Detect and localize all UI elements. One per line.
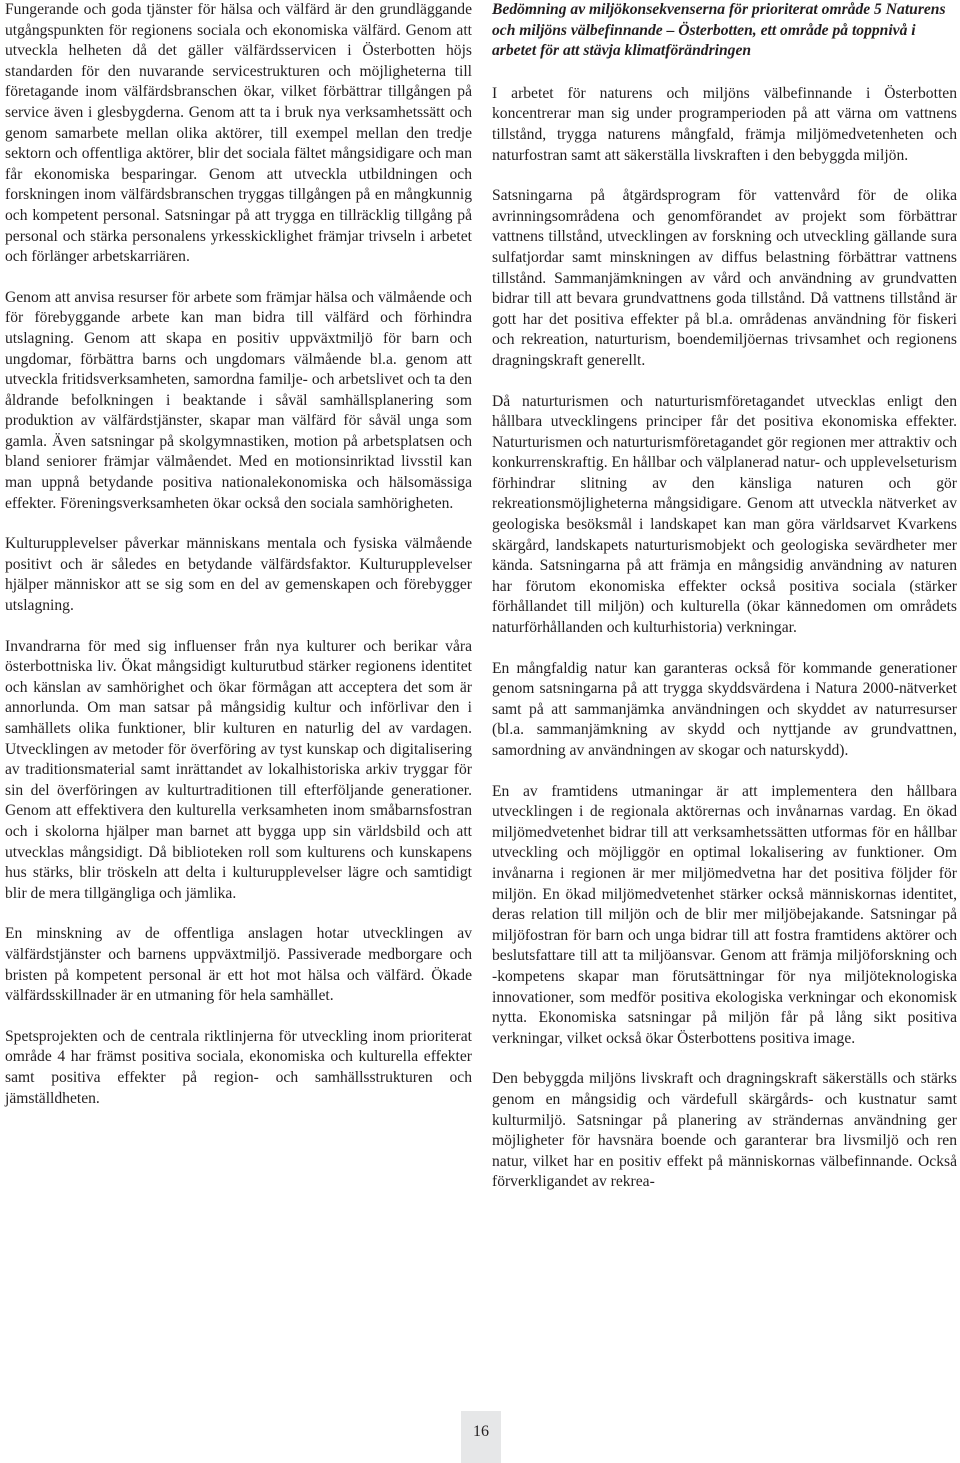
- body-paragraph: Fungerande och goda tjänster för hälsa och välfärd är den grundläggande utgångspunkten för regionens sociala och ekonomiska välfärd. Genom att utveckla helheten då det gäller välfärdsservicen i Österbotten höjs standarden för den nuvarande servicestrukturen och möjligheterna till företagande inom välfärdsbranschen ökar, vilket förbättrar tillgången på service även i glesbygderna. Genom att ta i bruk nya verksamhetssätt och genom samarbete mellan olika aktörer, till exempel mellan den tredje sektorn och offentliga aktörer, blir det sociala fältet mångsidigare och man får ekonomiska besparingar. Genom att utveckla utbildningen och forskningen inom välfärdsbranschen tryggas tillgången på en mångkunnig och kompetent personal. Satsningar på att trygga en tillräcklig tillgång på personal och stärka personalens yrkesskicklighet främjar trivseln i arbetet och förlänger arbetskarriären.: [5, 1, 472, 266]
- right-column: [492, 0, 957, 1213]
- body-paragraph: Då naturturismen och naturturismföretagandet utvecklas enligt den hållbara utvecklingens principer får det positiva ekonomiska effekter. Naturturismen och naturturismföretagandet gör regionen mer attraktiv och konkurrenskraftig. En hållbar och välplanerad natur- och upplevelseturism förhindrar slitning av den känsliga naturen och gör rekreationsmöjligheterna mångsidigare. Genom att utveckla nätverket av geologiska besöksmål i landskapet kan man göra världsarvet Kvarkens skärgård, landskapets naturturismobjekt och geologiska sevärdheter mer kända. Satsningarna på att främja en mångsidig användning av naturen har förutom ekonomiska effekter också positiva sociala (stärker förhållandet till miljön) och kulturella (ökar kännedomen om områdets naturförhållanden och kulturhistoria) verkningar.: [492, 392, 957, 637]
- body-paragraph: I arbetet för naturens och miljöns välbefinnande i Österbotten koncentrerar man sig under programperioden på att värna om vattnens tillstånd, trygga naturens mångfald, främja miljömedvetenheten och naturfostran samt att säkerställa livskraften i den bebyggda miljön.: [492, 84, 957, 164]
- body-paragraph: Spetsprojekten och de centrala riktlinjerna för utveckling inom prioriterat område 4 har främst positiva sociala, ekonomiska och kulturella effekter samt positiva effekter på region- och samhällsstrukturen och jämställdheten.: [5, 1027, 472, 1107]
- body-paragraph: En mångfaldig natur kan garanteras också för kommande generationer genom satsningarna på att trygga skyddsvärdena i Natura 2000-nätverket samt på att sammanjämka användningen och skyddet av naturresurser (bl.a. sammanjämkning av skydd och nyttjande av grundvattnen, samordning av användningen av skogar och naturskydd).: [492, 659, 957, 759]
- body-paragraph: Den bebyggda miljöns livskraft och dragningskraft säkerställs och stärks genom en mångsidig och värdefull skärgårds- och kustnatur samt kulturmiljö. Satsningar på planering av strändernas användning ger möjligheter för havsnära boende och garanterar bra livsmiljö och ren natur, vilket har en positiv effekt på människornas välbefinnande. Också förverkligandet av rekrea-: [492, 1070, 957, 1191]
- body-paragraph: Satsningarna på åtgärdsprogram för vattenvård för de olika avrinningsområdena och genomförandet av projekt som förbättrar vattnens tillstånd, utvecklingen av forskning och utveckling gällande sura sulfatjordar samt minskningen av diffus belastning förbättrar vattnens tillstånd. Sammanjämkningen av vård och användning av grundvatten bidrar till att bevara grundvattnens goda tillstånd. Då vattnens tillstånd är gott har det positiva effekter på bl.a. områdenas användning för fiskeri och rekreation, naturturism, boendemiljöernas trivsamhet och regionens dragningskraft generellt.: [492, 187, 957, 369]
- body-paragraph: Genom att anvisa resurser för arbete som främjar hälsa och välmående och för förebyggande arbete kan man bidra till välfärd och förhindra utslagning. Genom att skapa en positiv uppväxtmiljö för barn och ungdomar, förbättra barns och ungdomars välmående bl.a. genom att utveckla fritidsverksamheten, samordna familje- och arbetslivet och ta den åldrande befolkningen i beaktande i såväl samhällsplanering som produktion av välfärdstjänster, skapar man välfärd för såväl unga som gamla. Även satsningar på skolgymnastiken, motion på arbetsplatsen och bland seniorer främjar välmåendet. Med en motionsinriktad livsstil kan man uppnå betydande positiva nationalekonomiska och hälsomässiga effekter. Föreningsverksamheten ökar också den sociala samhörigheten.: [5, 288, 472, 512]
- body-paragraph: Kulturupplevelser påverkar människans mentala och fysiska välmående positivt och är således en betydande välfärdsfaktor. Kulturupplevelser hjälper människor att se sig som en del av gemenskapen och förebygger utslagning.: [5, 535, 472, 615]
- body-paragraph: Invandrarna för med sig influenser från nya kulturer och berikar våra österbottniska liv. Ökat mångsidigt kulturutbud stärker regionens identitet och känslan av samhörighet och ökar förmågan att acceptera det som är annorlunda. Om man satsar på mångsidig kultur och införlivar den i samhällets olika funktioner, blir kulturen en naturlig del av vardagen. Utvecklingen av metoder för överföring av tyst kunskap och digitalisering av traditionsmaterial samt inrättandet av lokalhistoriska arkiv tryggar för sin del överföringen av kulturtraditionen till efterföljande generationer. Genom att effektivera den kulturella verksamheten inom småbarnsfostran och i skolorna hjälper man barnet att bygga upp sin världsbild och att utvecklas mångsidigt. Då biblioteken roll som kulturens och kunskapens hus stärks, blir tröskeln att delta i kulturupplevelser lägre och samtidigt blir de mera tillgängliga och jämlika.: [5, 637, 472, 902]
- body-paragraph: En av framtidens utmaningar är att implementera den hållbara utvecklingen i de regionala aktörernas och invånarnas vardag. En ökad miljömedvetenhet bidrar till att verksamhetssätten utformas för en hållbar utveckling och möjliggör en optimal lokalisering av funktioner. Om invånarna i regionen är mer miljömedvetna har det positiva följder för miljön. En ökad miljömedvetenhet stärker också människornas identitet, deras relation till miljön och de blir mer miljöbejakande. Satsningar på miljöfostran för barn och unga bidrar till att fostra framtidens aktörer och beslutsfattare till att ta miljöansvar. Genom att främja miljöforskning och -kompetens skapar man förutsättningar för nya miljöteknologiska innovationer, som medför positiva ekologiska verkningar och ekonomisk nytta. Ekonomiska satsningar på miljön får på lång sikt positiva verkningar, vilket också ökar Österbottens positiva image.: [492, 782, 957, 1047]
- body-paragraph: En minskning av de offentliga anslagen hotar utvecklingen av välfärdstjänster och barnens uppväxtmiljö. Passiverade medborgare och bristen på kompetent personal är ett hot mot hälsa och välfärd. Ökade välfärdsskillnader är en utmaning för hela samhället.: [5, 925, 472, 1005]
- page-number: 16: [461, 1411, 501, 1463]
- section-heading: Bedömning av miljökonsekvenserna för prioriterat område 5 Naturens och miljöns välbefinnande – Österbotten, ett område på toppnivå i arbetet för att stävja klimatförändringen: [492, 1, 946, 60]
- left-column: [5, 0, 472, 1129]
